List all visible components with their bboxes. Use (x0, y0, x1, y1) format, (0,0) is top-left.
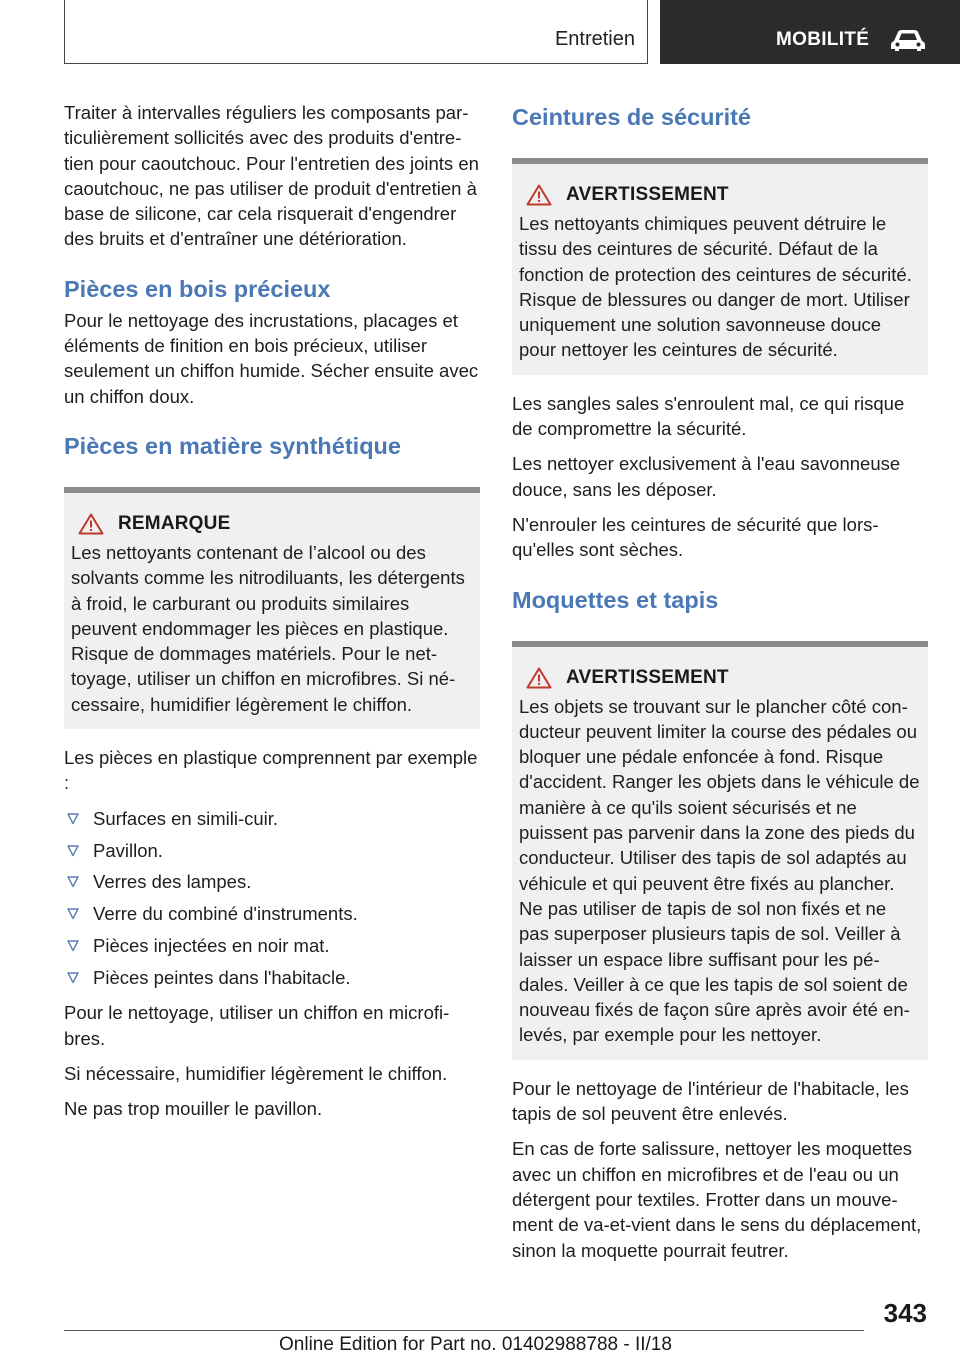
list-item (64, 869, 480, 894)
warning-box-belts (512, 158, 928, 375)
warning-triangle-icon (526, 184, 552, 206)
warning-triangle-icon (526, 667, 552, 689)
list-item-text: Verres des lampes. (93, 871, 252, 893)
list-item (64, 901, 480, 926)
list-item-text: Pièces peintes dans l'habitacle. (93, 967, 351, 989)
footer-edition: Online Edition for Part no. 01402988788 - II/18 (279, 1334, 672, 1355)
section-heading-carpets: Moquettes et tapis (512, 586, 719, 613)
warning-box-carpets (512, 641, 928, 1060)
header-section-box (64, 0, 648, 64)
section-heading-wood: Pièces en bois précieux (64, 275, 331, 302)
car-icon (888, 27, 928, 53)
section-heading-belts: Ceintures de sécurité (512, 104, 752, 130)
after-list-paragraph-2: Si nécessaire, humidifier légèrement le chiffon. (64, 1062, 448, 1084)
list-triangle-icon (67, 845, 79, 857)
list-item (64, 965, 480, 990)
list-triangle-icon (67, 908, 79, 920)
wood-paragraph: Pour le nettoyage des incrustations, placages et éléments de finition en bois précieux, utiliser seulement un chiffon humide. Sécher ensuite avec un chiffon doux. (64, 309, 479, 407)
list-intro: Les pièces en plastique comprennent par exemple : (64, 747, 478, 794)
belts-paragraph-1: Les sangles sales s'enroulent mal, ce qui risque de compromettre la sécurité. (512, 392, 905, 440)
list-item (64, 933, 480, 958)
after-list-paragraph-1: Pour le nettoyage, utiliser un chiffon en microfibres. (64, 1002, 450, 1049)
right-column (512, 100, 928, 1273)
carpets-paragraph-1: Pour le nettoyage de l'intérieur de l'habitacle, les tapis de sol peuvent être enlevés. (512, 1077, 909, 1125)
belts-paragraph-3: N'enrouler les ceintures de sécurité que lorsqu'elles sont sèches. (512, 513, 879, 561)
list-triangle-icon (67, 876, 79, 888)
list-triangle-icon (67, 813, 79, 825)
plastic-parts-list (64, 806, 480, 991)
warning-title-row (519, 184, 920, 206)
warning-title: AVERTISSEMENT (566, 184, 729, 205)
notice-title: REMARQUE (118, 512, 231, 534)
warning-title-row (519, 667, 920, 689)
after-list-paragraph-3: Ne pas trop mouiller le pavillon. (64, 1098, 323, 1120)
intro-paragraph: Traiter à intervalles réguliers les composants particulièrement sollicités avec des produits d'entretien pour caoutchouc. Pour l'entretien des joints en caoutchouc, ne pas utiliser de produit d'entretien à base de silicone, car cela risquerait d'engendrer des bruits et d'entraîner une détérioration. (64, 102, 479, 250)
list-item (64, 838, 480, 863)
notice-text: Les nettoyants contenant de l’alcool ou des solvants comme les nitrodiluants, les détergents à froid, le carburant ou produits similaires peuvent endommager les pièces en plastique. Risque de dommages matériels. Pour le nettoyage, utiliser un chiffon en microfibres. Si nécessaire, humidifier légèrement le chiffon. (71, 541, 465, 715)
list-triangle-icon (67, 940, 79, 952)
notice-box (64, 487, 480, 729)
warning-triangle-icon (78, 513, 104, 535)
header-section-title: Entretien (554, 28, 635, 50)
warning-text: Les objets se trouvant sur le plancher côté conducteur peuvent limiter la course des pédales ou bloquer une pédale enfoncée à fond. Risque d'accident. Ranger les objets dans le véhicule de manière à ce qu'ils soient sécurisés et ne puissent pas parvenir dans la zone des pieds du conducteur. Utiliser des tapis de sol adaptés au véhicule et qui peuvent être fixés au plancher. Ne pas utiliser de tapis de sol non fixés et ne pas superposer plusieurs tapis de sol. Veiller à laisser un espace libre suffisant pour les pédales. Veiller à ce que les tapis de sol soient de nouveau fixés de façon sûre après avoir été enlevés, par exemple pour les nettoyer. (519, 695, 920, 1046)
list-triangle-icon (67, 972, 79, 984)
list-item-text: Surfaces en simili-cuir. (93, 807, 279, 829)
warning-title: AVERTISSEMENT (566, 666, 729, 688)
section-heading-synthetic: Pièces en matière synthétique (64, 432, 401, 459)
list-item-text: Pièces injectées en noir mat. (93, 935, 330, 957)
footer-divider (64, 1330, 864, 1331)
left-column (64, 100, 480, 1132)
belts-paragraph-2: Les nettoyer exclusivement à l'eau savonneuse douce, sans les déposer. (512, 453, 901, 500)
warning-text: Les nettoyants chimiques peuvent détruire le tissu des ceintures de sécurité. Défaut de la fonction de protection des ceintures de sécurité. Risque de blessures ou danger de mort. Utiliser uniquement une solution savonneuse douce pour nettoyer les ceintures de sécurité. (519, 213, 912, 361)
list-item (64, 806, 480, 831)
header-chapter-tab (660, 0, 960, 64)
list-item-text: Verre du combiné d'instruments. (93, 903, 358, 925)
header-chapter-label: MOBILITÉ (776, 29, 870, 50)
list-item-text: Pavillon. (93, 839, 163, 861)
notice-title-row (71, 513, 472, 535)
carpets-paragraph-2: En cas de forte salissure, nettoyer les moquettes avec un chiffon en microfibres et de l'eau ou un détergent pour textiles. Frotter dans un mouvement de va-et-vient dans le sens du déplacement, sinon la moquette pourrait feutrer. (512, 1138, 922, 1261)
page-number: 343 (883, 1298, 927, 1328)
